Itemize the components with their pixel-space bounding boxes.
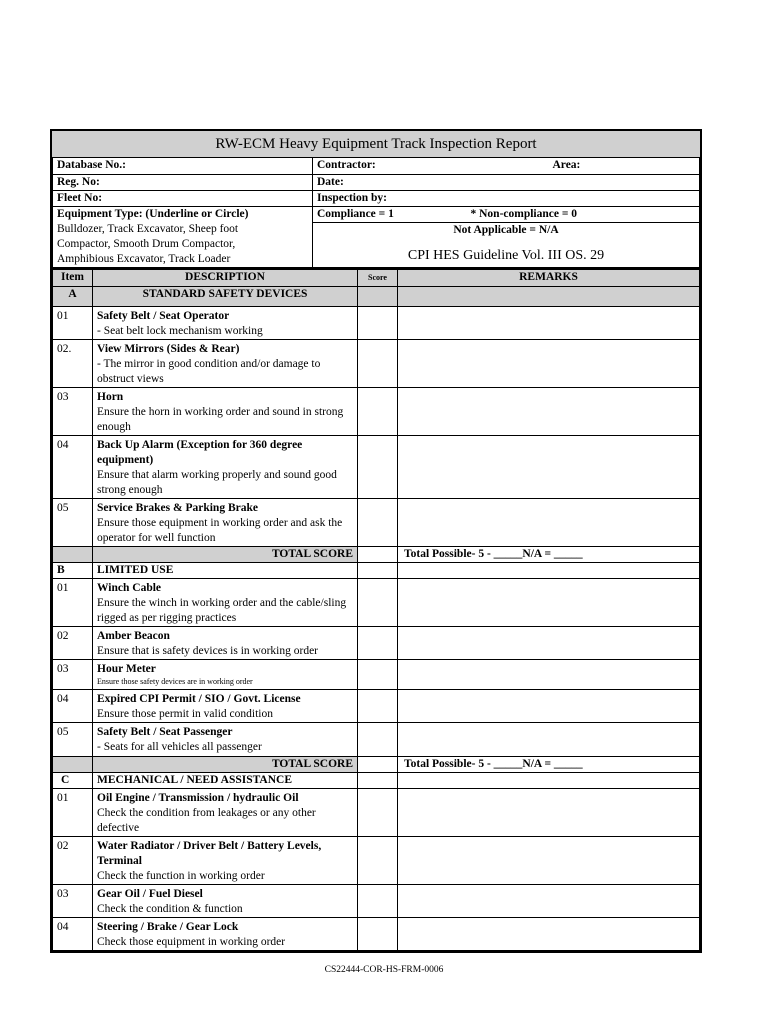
section-c-remarks-cell — [398, 773, 700, 789]
total-score-cell[interactable] — [358, 547, 398, 563]
document-code: CS22444-COR-HS-FRM-0006 — [324, 965, 444, 975]
item-title: View Mirrors (Sides & Rear) — [97, 343, 240, 355]
score-cell[interactable] — [358, 436, 398, 499]
item-text: Check those equipment in working order — [97, 936, 286, 948]
score-cell[interactable] — [358, 340, 398, 388]
item-number: 04 — [53, 918, 93, 951]
total-item-cell — [53, 547, 93, 563]
table-row — [53, 690, 700, 723]
item-number: 01 — [53, 579, 93, 627]
remarks-cell[interactable] — [398, 499, 700, 547]
table-row — [53, 499, 700, 547]
contractor-label: Contractor: — [313, 158, 453, 174]
fleet-no-label: Fleet No: — [53, 190, 313, 206]
item-number: 02 — [53, 837, 93, 885]
total-score-label: TOTAL SCORE — [93, 547, 358, 563]
score-cell[interactable] — [358, 579, 398, 627]
section-a-remarks-cell — [398, 287, 700, 307]
total-item-cell — [53, 757, 93, 773]
item-text: - Seats for all vehicles all passenger — [97, 741, 262, 753]
section-c-letter: C — [53, 773, 93, 789]
table-row — [53, 388, 700, 436]
remarks-cell[interactable] — [398, 660, 700, 690]
score-column-header: Score — [358, 269, 398, 287]
section-b-header — [53, 563, 700, 579]
section-c-score-cell — [358, 773, 398, 789]
item-text: Check the condition from leakages or any other defective — [97, 807, 316, 834]
remarks-cell[interactable] — [398, 627, 700, 660]
item-title: Gear Oil / Fuel Diesel — [97, 888, 203, 900]
item-text: Ensure the winch in working order and the cable/sling rigged as per rigging practices — [97, 597, 347, 624]
remarks-column-header: REMARKS — [398, 269, 700, 287]
score-cell[interactable] — [358, 918, 398, 951]
table-row — [53, 340, 700, 388]
remarks-cell[interactable] — [398, 579, 700, 627]
item-title: Steering / Brake / Gear Lock — [97, 921, 239, 933]
item-title: Safety Belt / Seat Passenger — [97, 726, 233, 738]
item-text: Ensure that is safety devices is in working order — [97, 645, 318, 657]
score-cell[interactable] — [358, 723, 398, 757]
remarks-cell[interactable] — [398, 723, 700, 757]
section-a-score-cell — [358, 287, 398, 307]
item-number: 01 — [53, 789, 93, 837]
item-text: - Seat belt lock mechanism working — [97, 325, 263, 337]
item-title: Amber Beacon — [97, 630, 170, 642]
section-b-score-cell — [358, 563, 398, 579]
equipment-type-cell — [53, 206, 313, 267]
remarks-cell[interactable] — [398, 340, 700, 388]
total-score-row-a — [53, 547, 700, 563]
item-text: Ensure that alarm working properly and sound good strong enough — [97, 469, 337, 496]
item-text: Ensure the horn in working order and sound in strong enough — [97, 406, 344, 433]
table-row — [53, 307, 700, 340]
section-a-letter: A — [53, 287, 93, 307]
section-c-title: MECHANICAL / NEED ASSISTANCE — [93, 773, 358, 789]
total-score-label: TOTAL SCORE — [93, 757, 358, 773]
item-text: Ensure those equipment in working order and ask the operator for well function — [97, 517, 343, 544]
reg-no-label: Reg. No: — [53, 174, 313, 190]
area-label: Area: — [453, 158, 700, 174]
table-row — [53, 436, 700, 499]
item-number: 02 — [53, 627, 93, 660]
total-score-cell[interactable] — [358, 757, 398, 773]
description-column-header: DESCRIPTION — [93, 269, 358, 287]
section-b-remarks-cell — [398, 563, 700, 579]
item-number: 03 — [53, 660, 93, 690]
item-number: 03 — [53, 388, 93, 436]
compliance-label: Compliance = 1 — [313, 206, 453, 222]
table-row — [53, 837, 700, 885]
score-cell[interactable] — [358, 789, 398, 837]
score-cell[interactable] — [358, 388, 398, 436]
score-cell[interactable] — [358, 499, 398, 547]
item-number: 01 — [53, 307, 93, 340]
inspection-by-label: Inspection by: — [313, 190, 700, 206]
item-number: 04 — [53, 690, 93, 723]
item-text: Check the condition & function — [97, 903, 243, 915]
item-title: Horn — [97, 391, 124, 403]
equipment-list-line-3: Amphibious Excavator, Track Loader — [57, 252, 231, 265]
remarks-cell[interactable] — [398, 307, 700, 340]
section-a-title: STANDARD SAFETY DEVICES — [93, 287, 358, 307]
score-cell[interactable] — [358, 627, 398, 660]
table-row — [53, 789, 700, 837]
score-cell[interactable] — [358, 660, 398, 690]
total-possible-label: Total Possible- 5 - _____N/A = _____ — [398, 757, 700, 773]
table-row — [53, 918, 700, 951]
total-score-row-b — [53, 757, 700, 773]
table-row — [53, 660, 700, 690]
item-title: Hour Meter — [97, 663, 156, 675]
remarks-cell[interactable] — [398, 918, 700, 951]
item-title: Expired CPI Permit / SIO / Govt. License — [97, 693, 301, 705]
item-number: 02. — [53, 340, 93, 388]
item-title: Winch Cable — [97, 582, 162, 594]
score-cell[interactable] — [358, 307, 398, 340]
table-row — [53, 723, 700, 757]
date-label: Date: — [313, 174, 700, 190]
section-c-header — [53, 773, 700, 789]
equipment-list-line-2: Compactor, Smooth Drum Compactor, — [57, 237, 236, 250]
remarks-cell[interactable] — [398, 885, 700, 918]
remarks-cell[interactable] — [398, 837, 700, 885]
item-text: Ensure those safety devices are in working order — [97, 677, 253, 686]
remarks-cell[interactable] — [398, 436, 700, 499]
table-row — [53, 885, 700, 918]
form-title: RW-ECM Heavy Equipment Track Inspection Report — [52, 131, 700, 158]
inspection-form — [50, 129, 702, 953]
item-column-header: Item — [53, 269, 93, 287]
not-applicable-label: Not Applicable = N/A — [313, 222, 700, 238]
checklist-table — [52, 268, 700, 952]
item-text: Ensure those permit in valid condition — [97, 708, 273, 720]
remarks-cell[interactable] — [398, 789, 700, 837]
remarks-cell[interactable] — [398, 388, 700, 436]
table-row — [53, 627, 700, 660]
item-title: Oil Engine / Transmission / hydraulic Oil — [97, 792, 299, 804]
non-compliance-label: * Non-compliance = 0 — [453, 206, 700, 222]
score-cell[interactable] — [358, 690, 398, 723]
item-number: 05 — [53, 499, 93, 547]
equipment-type-label: Equipment Type: (Underline or Circle) — [57, 207, 249, 220]
equipment-list-line-1: Bulldozer, Track Excavator, Sheep foot — [57, 222, 239, 235]
item-number: 04 — [53, 436, 93, 499]
score-cell[interactable] — [358, 885, 398, 918]
item-title: Service Brakes & Parking Brake — [97, 502, 258, 514]
section-b-title: LIMITED USE — [93, 563, 358, 579]
item-title: Safety Belt / Seat Operator — [97, 310, 230, 322]
item-text: Check the function in working order — [97, 870, 265, 882]
remarks-cell[interactable] — [398, 690, 700, 723]
score-cell[interactable] — [358, 837, 398, 885]
item-title: Water Radiator / Driver Belt / Battery Levels, Terminal — [97, 840, 322, 867]
item-number: 03 — [53, 885, 93, 918]
guideline-label: CPI HES Guideline Vol. III OS. 29 — [313, 239, 700, 267]
item-title: Back Up Alarm (Exception for 360 degree equipment) — [97, 439, 303, 466]
database-no-label: Database No.: — [53, 158, 313, 174]
total-possible-label: Total Possible- 5 - _____N/A = _____ — [398, 547, 700, 563]
header-table — [52, 158, 700, 268]
table-row — [53, 579, 700, 627]
item-number: 05 — [53, 723, 93, 757]
section-b-letter: B — [53, 563, 93, 579]
item-text: - The mirror in good condition and/or damage to obstruct views — [97, 358, 321, 385]
